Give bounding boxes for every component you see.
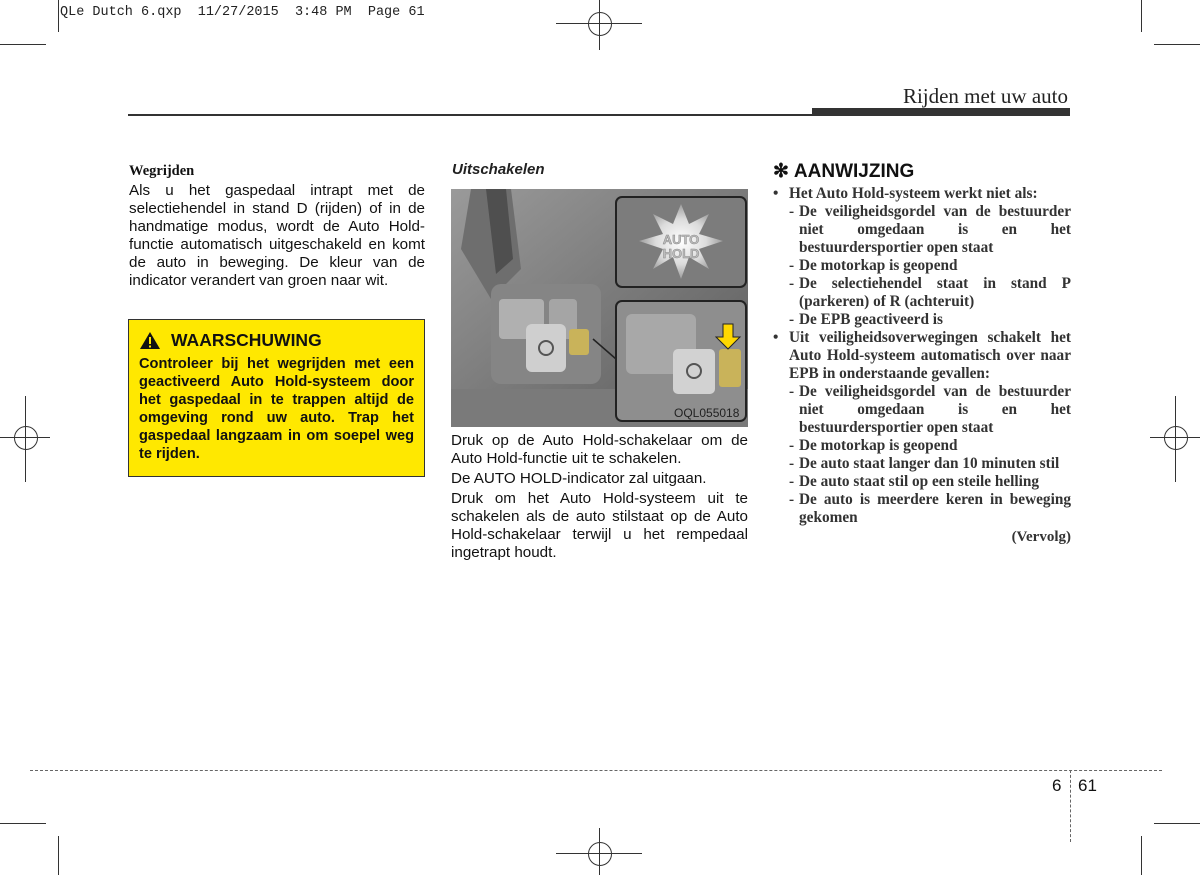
column-1 <box>129 163 425 290</box>
note-subitem: - De selectiehendel staat in stand P (parkeren) of R (achteruit) <box>789 275 1071 310</box>
note-subitem: - De motorkap is geopend <box>789 437 958 454</box>
note-subitem: - De EPB geactiveerd is <box>789 311 944 328</box>
figure-label-line-2: HOLD <box>662 246 700 261</box>
asterisk-icon: ✻ <box>773 161 789 182</box>
column-2-text <box>451 432 748 564</box>
warning-triangle-icon <box>139 331 161 350</box>
chapter-number: 6 <box>1052 776 1062 795</box>
heading-wegrijden: Wegrijden <box>129 163 195 179</box>
warning-text: Controleer bij het wegrijden met een geactiveerd Auto Hold-systeem door het gaspedaal in te trappen altijd de omgeving rond uw auto. Trap het gaspedaal langzaam in om soepel weg te rijden. <box>139 356 414 462</box>
note-list <box>773 185 1071 527</box>
continued-label: (Vervolg) <box>1011 529 1071 545</box>
print-header: QLe Dutch 6.qxp 11/27/2015 3:48 PM Page 61 <box>60 5 425 20</box>
auto-hold-figure <box>451 189 748 427</box>
note-subitem: - De veiligheidsgordel van de bestuurder niet omgedaan is en het bestuurdersportier open staat <box>789 383 1071 436</box>
warning-box <box>128 319 425 477</box>
note-subitem: - De veiligheidsgordel van de bestuurder niet omgedaan is en het bestuurdersportier open staat <box>789 203 1071 256</box>
header-rule <box>128 114 812 116</box>
note-bullet: • Het Auto Hold-systeem werkt niet als: <box>773 185 1038 202</box>
note-subitem: - De motorkap is geopend <box>789 257 958 274</box>
paragraph-uitschakelen-1: Druk op de Auto Hold-schakelaar om de Auto Hold-functie uit te schakelen. <box>451 432 748 467</box>
note-title: AANWIJZING <box>793 161 915 182</box>
console-illustration <box>451 189 748 427</box>
note-subitem: - De auto staat langer dan 10 minuten stil <box>789 455 1060 472</box>
paragraph-uitschakelen-3: Druk om het Auto Hold-systeem uit te schakelen als de auto stilstaat op de Auto Hold-schakelaar terwijl u het rempedaal ingetrapt houdt. <box>451 490 748 561</box>
note-section <box>773 160 1071 546</box>
note-bullet: • Uit veiligheidsoverwegingen schakelt het Auto Hold-systeem automatisch over naar EPB in onderstaande gevallen: <box>773 329 1071 382</box>
footer-divider <box>1070 770 1071 842</box>
section-title: Rijden met uw auto <box>902 84 1068 108</box>
heading-uitschakelen: Uitschakelen <box>452 161 545 178</box>
header-rule-accent <box>812 108 1070 116</box>
warning-title: WAARSCHUWING <box>171 330 322 350</box>
footer-rule <box>30 770 1162 771</box>
note-subitem: - De auto staat stil op een steile helling <box>789 473 1040 490</box>
page-number: 61 <box>1078 776 1097 795</box>
note-header <box>773 160 1071 183</box>
warning-header <box>139 330 414 351</box>
note-subitem: - De auto is meerdere keren in beweging gekomen <box>789 491 1071 526</box>
figure-label-line-1: AUTO <box>662 232 700 247</box>
paragraph-wegrijden: Als u het gaspedaal intrapt met de selectiehendel in stand D (rijden) of in de handmatige modus, wordt de Auto Hold-functie automatisch uitgeschakeld en komt de auto in beweging. De kleur van de indicator verandert van groen naar wit. <box>129 182 425 289</box>
figure-code: OQL055018 <box>674 406 740 420</box>
paragraph-uitschakelen-2: De AUTO HOLD-indicator zal uitgaan. <box>451 470 707 487</box>
